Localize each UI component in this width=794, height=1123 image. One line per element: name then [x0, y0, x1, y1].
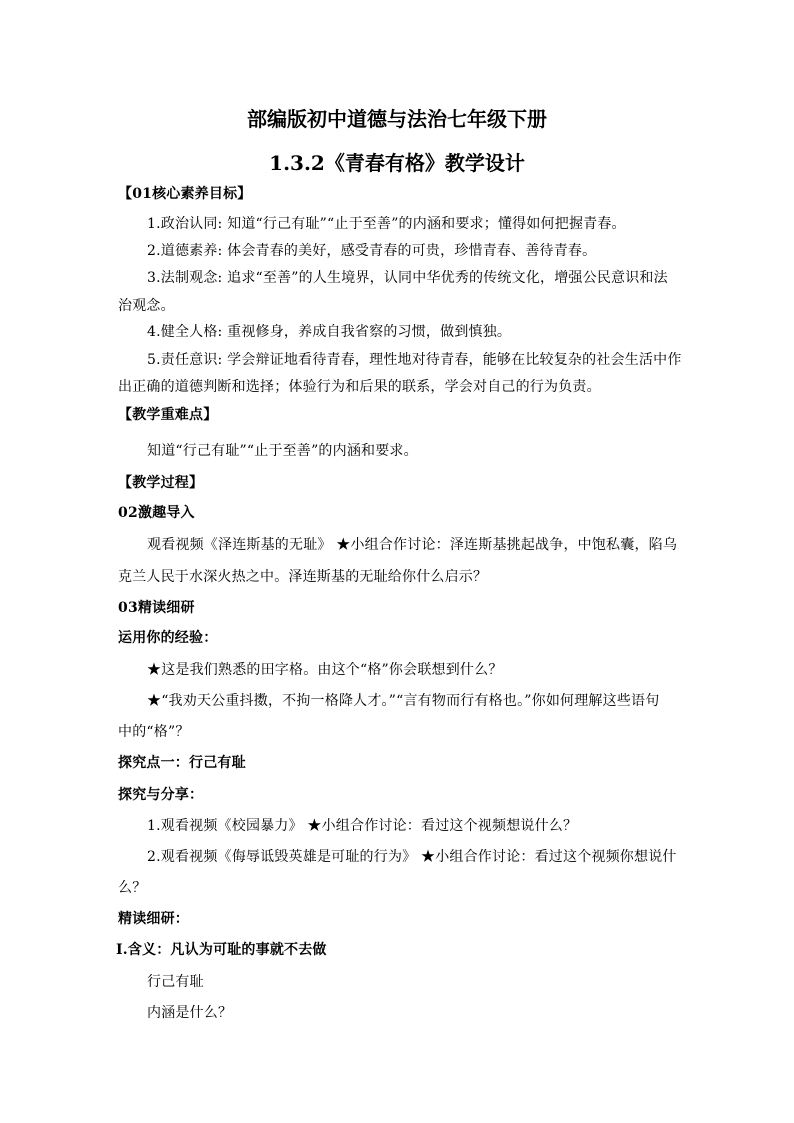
- goal-3a: 3.法制观念: 追求“至善”的人生境界，认同中华优秀的传统文化，增强公民意识和法: [147, 270, 668, 286]
- meaning-line: Ⅰ.含义：凡认为可耻的事就不去做: [116, 942, 327, 958]
- experience-1: ★这是我们熟悉的田字格。由这个“格”你会联想到什么？: [147, 662, 503, 678]
- heading-inquiry-1: 探究点一：行己有耻: [118, 755, 246, 771]
- meaning-item-1: 行己有耻: [147, 974, 204, 990]
- goal-3b: 治观念。: [118, 298, 175, 314]
- heading-experience: 运用你的经验：: [118, 630, 218, 646]
- experience-2a: ★“我劝天公重抖擞，不拘一格降人才。”“言有物而行有格也。”你如何理解这些语句: [147, 693, 660, 709]
- heading-share: 探究与分享：: [118, 787, 204, 803]
- doc-subtitle: 1.3.2《青春有格》教学设计: [269, 151, 525, 175]
- heading-read: 03精读细研: [118, 600, 195, 616]
- share-2b: 么？: [118, 880, 147, 896]
- goal-5a: 5.责任意识: 学会辩证地看待青春，理性地对待青春，能够在比较复杂的社会生活中作: [147, 352, 682, 368]
- share-1: 1.观看视频《校园暴力》 ★小组合作讨论：看过这个视频想说什么？: [147, 818, 578, 834]
- doc-title: 部编版初中道德与法治七年级下册: [247, 107, 547, 131]
- heading-read-2: 精读细研：: [118, 911, 189, 927]
- goal-5b: 出正确的道德判断和选择；体验行为和后果的联系，学会对自己的行为负责。: [118, 379, 601, 395]
- heading-process: 【教学过程】: [118, 475, 204, 491]
- experience-2b: 中的“格”？: [118, 724, 190, 740]
- key-point: 知道“行己有耻”“止于至善”的内涵和要求。: [147, 443, 418, 459]
- intro-1b: 克兰人民于水深火热之中。泽连斯基的无耻给你什么启示？: [118, 569, 488, 585]
- heading-key-points: 【教学重难点】: [118, 407, 218, 423]
- meaning-item-2: 内涵是什么？: [147, 1005, 233, 1021]
- intro-1a: 观看视频《泽连斯基的无耻》 ★小组合作讨论：泽连斯基挑起战争，中饱私囊，陷乌: [147, 537, 678, 553]
- heading-intro: 02激趣导入: [118, 505, 195, 521]
- goal-4: 4.健全人格: 重视修身，养成自我省察的习惯，做到慎独。: [147, 324, 512, 340]
- heading-core-goals: 【01核心素养目标】: [118, 186, 252, 202]
- share-2a: 2.观看视频《侮辱诋毁英雄是可耻的行为》 ★小组合作讨论：看过这个视频你想说什: [147, 849, 677, 865]
- goal-2: 2.道德素养: 体会青春的美好，感受青春的可贵，珍惜青春、善待青春。: [147, 243, 597, 259]
- goal-1: 1.政治认同: 知道“行己有耻”“止于至善”的内涵和要求；懂得如何把握青春。: [147, 216, 626, 232]
